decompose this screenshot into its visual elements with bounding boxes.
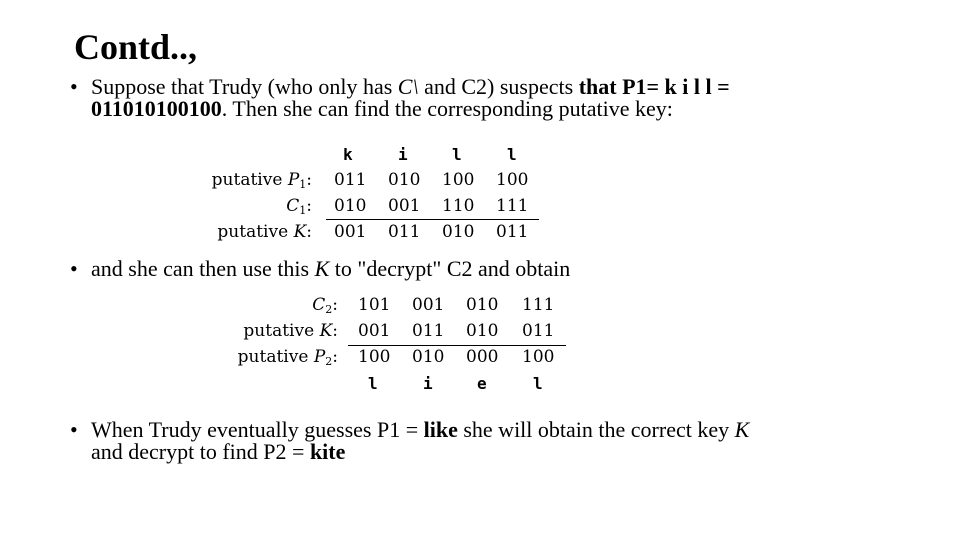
table-cell: 100 [522, 347, 555, 367]
header-letter: i [398, 145, 408, 164]
label-text: putative [237, 347, 314, 367]
slide-title: Contd.., [74, 27, 198, 67]
text-segment: . Then she can find the corresponding putative key: [221, 96, 673, 121]
divider-line [326, 219, 539, 220]
label-colon: : [306, 222, 312, 242]
label-symbol: C [286, 196, 300, 216]
label-text: putative [217, 222, 294, 242]
label-colon: : [306, 196, 312, 216]
header-letter: k [343, 145, 353, 164]
label-subscript: 1 [299, 204, 307, 217]
table-cell: 011 [522, 321, 555, 341]
row-label [208, 347, 338, 372]
table-cell: 001 [358, 321, 391, 341]
table-cell: 010 [334, 196, 367, 216]
text-segment: K [314, 256, 330, 281]
bullet-dot: • [70, 74, 78, 99]
header-letter: l [452, 145, 462, 164]
text-segment: K [734, 417, 750, 442]
table-cell: 111 [522, 295, 555, 315]
footer-letter: e [477, 374, 487, 393]
text-segment: and decrypt to find P2 = [91, 439, 310, 464]
text-segment: When Trudy eventually guesses P1 = [91, 417, 424, 442]
table-cell: 001 [412, 295, 445, 315]
row-label [182, 222, 312, 247]
text-segment: she will obtain the correct key [457, 417, 735, 442]
row-label [182, 170, 312, 195]
text-segment: and C2) suspects [418, 74, 579, 99]
bullet-dot: • [70, 256, 78, 281]
label-symbol: P [313, 347, 326, 367]
text-segment: C\ [397, 74, 419, 99]
bullet-line-2 [91, 98, 673, 120]
bullet-line-1 [91, 419, 749, 441]
table-cell: 100 [442, 170, 475, 190]
row-label [182, 196, 312, 221]
table-cell: 101 [358, 295, 391, 315]
text-segment: 011010100100 [91, 96, 222, 121]
table-cell: 010 [412, 347, 445, 367]
footer-letter: l [368, 374, 378, 393]
table-cell: 100 [358, 347, 391, 367]
label-colon: : [306, 170, 312, 190]
label-colon: : [332, 321, 338, 341]
table-cell: 001 [334, 222, 367, 242]
table-cell: 010 [388, 170, 421, 190]
table-cell: 100 [496, 170, 529, 190]
label-text: putative [243, 321, 320, 341]
footer-letter: i [423, 374, 433, 393]
table-cell: 000 [466, 347, 499, 367]
putative-plaintext-table [196, 292, 576, 397]
divider-line [348, 345, 566, 346]
table-cell: 011 [334, 170, 367, 190]
label-symbol: C [312, 295, 326, 315]
label-subscript: 2 [325, 355, 333, 368]
label-symbol: K [293, 222, 307, 242]
table-cell: 110 [442, 196, 475, 216]
table-cell: 010 [466, 295, 499, 315]
header-letter: l [507, 145, 517, 164]
bullet-line-1 [91, 258, 570, 280]
row-label [208, 295, 338, 320]
bullet-dot: • [70, 417, 78, 442]
bullet-line-1 [91, 76, 730, 98]
label-text: putative [211, 170, 288, 190]
text-segment: like [423, 417, 458, 442]
table-cell: 010 [442, 222, 475, 242]
text-segment: and she can then use this [91, 256, 315, 281]
table-cell: 011 [496, 222, 529, 242]
table-cell: 001 [388, 196, 421, 216]
row-label [208, 321, 338, 346]
label-subscript: 2 [325, 303, 333, 316]
label-symbol: P [287, 170, 300, 190]
text-segment: that P1= k i l l = [578, 74, 730, 99]
putative-key-table [170, 142, 550, 247]
table-cell: 111 [496, 196, 529, 216]
table-cell: 011 [388, 222, 421, 242]
bullet-line-2 [91, 441, 345, 463]
label-subscript: 1 [299, 178, 307, 191]
footer-letter: l [533, 374, 543, 393]
text-segment: Suppose that Trudy (who only has [91, 74, 398, 99]
text-segment: kite [309, 439, 346, 464]
table-cell: 010 [466, 321, 499, 341]
text-segment: to "decrypt" C2 and obtain [329, 256, 571, 281]
label-colon: : [332, 347, 338, 367]
label-colon: : [332, 295, 338, 315]
table-cell: 011 [412, 321, 445, 341]
label-symbol: K [319, 321, 333, 341]
